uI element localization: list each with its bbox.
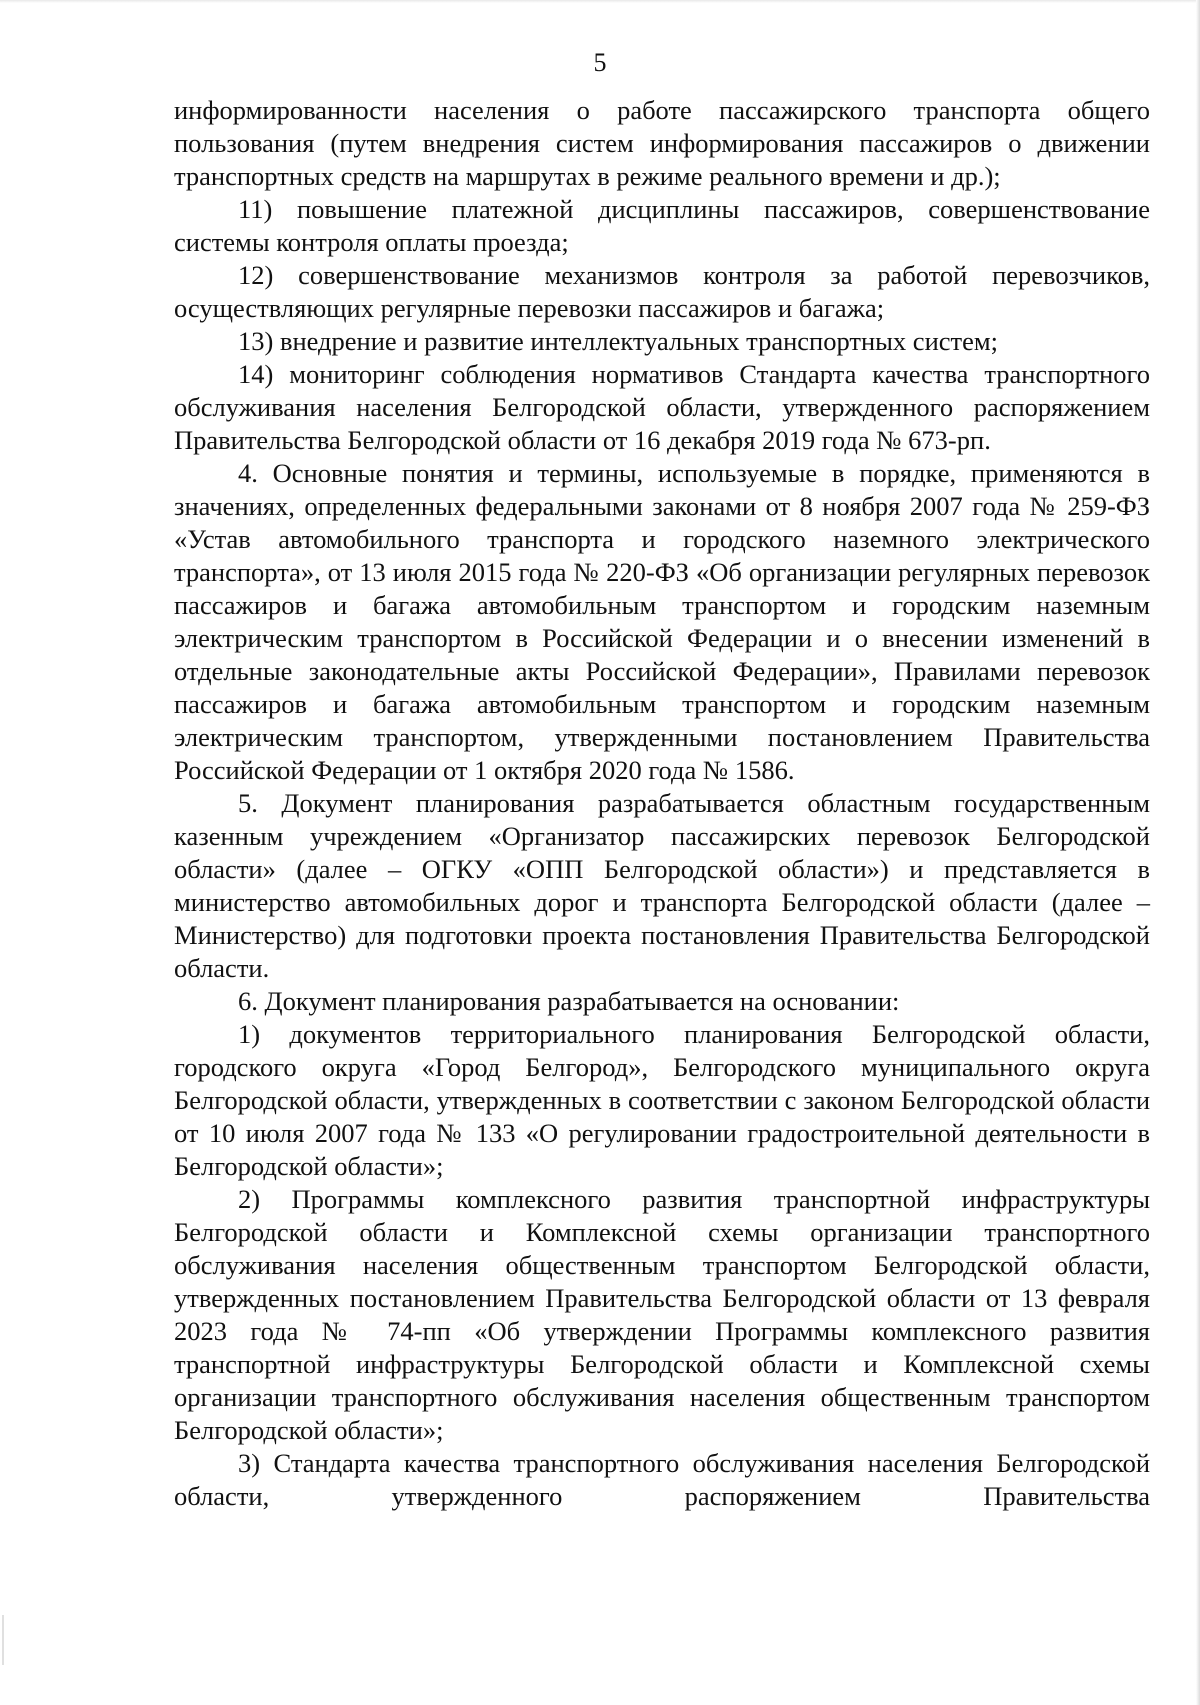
list-item-14: 14) мониторинг соблюдения нормативов Стандарта качества транспортного обслуживания населения Белгородской области, утвержденного распоряжением Правительства Белгородской области от 16 декабря 2019 года № 673-рп. [174,359,1150,455]
list-item-13: 13) внедрение и развитие интеллектуальных транспортных систем; [238,326,998,356]
section-5: 5. Документ планирования разрабатывается областным государственным казенным учреждением «Организатор пассажирских перевозок Белгородской области» (далее – ОГКУ «ОПП Белгородской области») и представляется в министерство автомобильных дорог и транспорта Белгородской области (далее – Министерство) для подготовки проекта постановления Правительства Белгородской области. [174,788,1150,983]
paragraph-continuation: информированности населения о работе пассажирского транспорта общего пользования (путем внедрения систем информирования пассажиров о движении транспортных средств на маршрутах в режиме реального времени и др.); [174,95,1150,191]
scan-mark [2,1615,4,1665]
scan-edge-top [0,0,1200,3]
basis-item-2: 2) Программы комплексного развития транспортной инфраструктуры Белгородской области и Комплексной схемы организации транспортного обслуживания населения общественным транспортом Белгородской области, утвержденных постановлением Правительства Белгородской области от 13 февраля 2023 года № 74-пп «Об утверждении Программы комплексного развития транспортной инфраструктуры Белгородской области и Комплексной схемы организации транспортного обслуживания населения общественным транспортом Белгородской области»; [174,1184,1150,1445]
section-4: 4. Основные понятия и термины, используемые в порядке, применяются в значениях, определенных федеральными законами от 8 ноября 2007 года № 259-ФЗ «Устав автомобильного транспорта и городского наземного электрического транспорта», от 13 июля 2015 года № 220-ФЗ «Об организации регулярных перевозок пассажиров и багажа автомобильным транспортом и городским наземным электрическим транспортом в Российской Федерации и о внесении изменений в отдельные законодательные акты Российской Федерации», Правилами перевозок пассажиров и багажа автомобильным транспортом и городским наземным электрическим транспортом, утвержденными постановлением Правительства Российской Федерации от 1 октября 2020 года № 1586. [174,458,1150,785]
page-number: 5 [593,48,607,77]
scan-edge-right [1196,0,1200,1705]
basis-item-1: 1) документов территориального планирования Белгородской области, городского округа «Город Белгород», Белгородского муниципального округа Белгородской области, утвержденных в соответствии с законом Белгородской области от 10 июля 2007 года № 133 «О регулировании градостроительной деятельности в Белгородской области»; [174,1019,1150,1181]
list-item-11: 11) повышение платежной дисциплины пассажиров, совершенствование системы контроля оплаты проезда; [174,194,1150,257]
basis-item-3: 3) Стандарта качества транспортного обслуживания населения Белгородской области, утвержденного распоряжением Правительства [174,1448,1150,1511]
section-6: 6. Документ планирования разрабатывается на основании: [238,986,900,1016]
list-item-12: 12) совершенствование механизмов контроля за работой перевозчиков, осуществляющих регулярные перевозки пассажиров и багажа; [174,260,1150,323]
document-body [174,94,1150,1513]
